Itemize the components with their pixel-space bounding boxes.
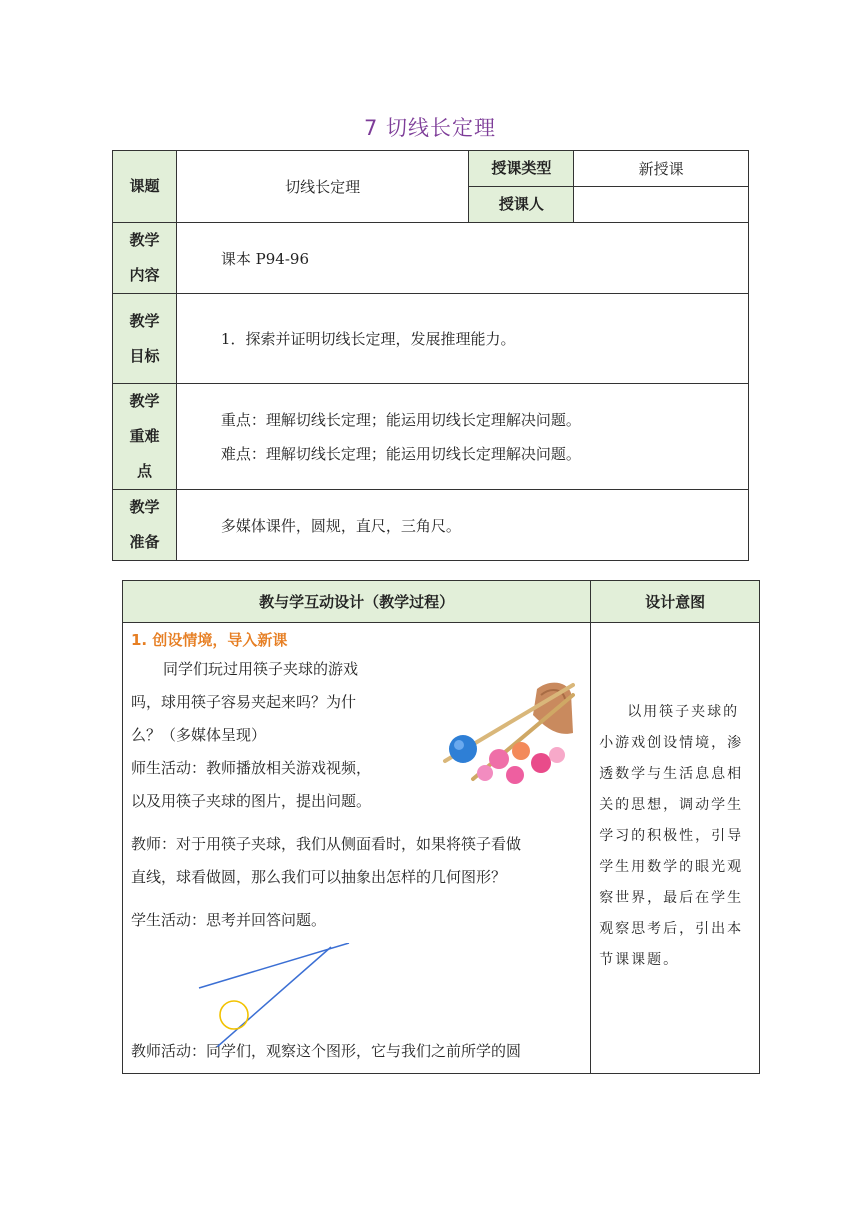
- paragraph-line: 学生活动：思考并回答问题。: [131, 911, 327, 929]
- prep-label-line-1: 教学: [129, 498, 160, 516]
- key-label-line-3: 点: [136, 462, 152, 480]
- difficult-point: 难点：理解切线长定理；能运用切线长定理解决问题。: [220, 444, 581, 463]
- content-value: 课本 P94-96: [176, 223, 748, 294]
- process-header: 教与学互动设计（教学过程）: [123, 581, 591, 623]
- content-label: [113, 223, 177, 294]
- teacher-value: [574, 187, 749, 223]
- teaching-process-table: [122, 580, 760, 1074]
- type-value: 新授课: [574, 151, 749, 187]
- chopsticks-ball-photo: [437, 675, 575, 785]
- goal-label: [113, 294, 177, 384]
- paragraph-line: 以及用筷子夹球的图片，提出问题。: [131, 792, 372, 810]
- section-title: 1. 创设情境，导入新课: [131, 631, 288, 649]
- tangent-lines-figure: [193, 943, 353, 1047]
- process-cell: [123, 623, 591, 1074]
- paragraph-line: 么？（多媒体呈现）: [131, 726, 267, 744]
- prep-value: 多媒体课件，圆规，直尺，三角尺。: [176, 490, 748, 561]
- intent-header: 设计意图: [591, 581, 760, 623]
- key-point: 重点：理解切线长定理；能运用切线长定理解决问题。: [220, 410, 581, 429]
- teacher-label: 授课人: [469, 187, 574, 223]
- lesson-info-table: [112, 150, 749, 561]
- key-difficult-value: [176, 384, 748, 490]
- design-intent-cell: [591, 623, 760, 1074]
- design-intent-text: 以用筷子夹球的小游戏创设情境，渗透数学与生活息息相关的思想，调动学生学习的积极性，引导学生用数学的眼光观察世界，最后在学生观察思考后，引出本节课课题。: [599, 704, 744, 968]
- type-label: 授课类型: [469, 151, 574, 187]
- prep-label: [113, 490, 177, 561]
- key-label-line-2: 重难: [129, 427, 160, 445]
- prep-label-line-2: 准备: [129, 533, 160, 551]
- topic-value: 切线长定理: [176, 151, 469, 223]
- paragraph-line: 吗，球用筷子容易夹起来吗？为什: [131, 693, 357, 711]
- topic-label: 课题: [113, 151, 177, 223]
- paragraph-line: 师生活动：教师播放相关游戏视频，: [131, 759, 372, 777]
- content-label-line-2: 内容: [129, 266, 160, 284]
- page-title: 7 切线长定理: [363, 116, 497, 140]
- key-label-line-1: 教学: [129, 392, 160, 410]
- goal-label-line-2: 目标: [129, 346, 160, 365]
- goal-label-line-1: 教学: [129, 311, 160, 330]
- goal-value: 1．探索并证明切线长定理，发展推理能力。: [176, 294, 748, 384]
- paragraph-line: 同学们玩过用筷子夹球的游戏: [163, 660, 359, 678]
- paragraph-line: 直线，球看做圆，那么我们可以抽象出怎样的几何图形？: [131, 868, 507, 886]
- content-label-line-1: 教学: [129, 231, 160, 249]
- paragraph-line: 教师：对于用筷子夹球，我们从侧面看时，如果将筷子看做: [131, 835, 522, 853]
- paragraph-line: 教师活动：同学们，观察这个图形，它与我们之前所学的圆: [131, 1042, 522, 1060]
- key-label: [113, 384, 177, 490]
